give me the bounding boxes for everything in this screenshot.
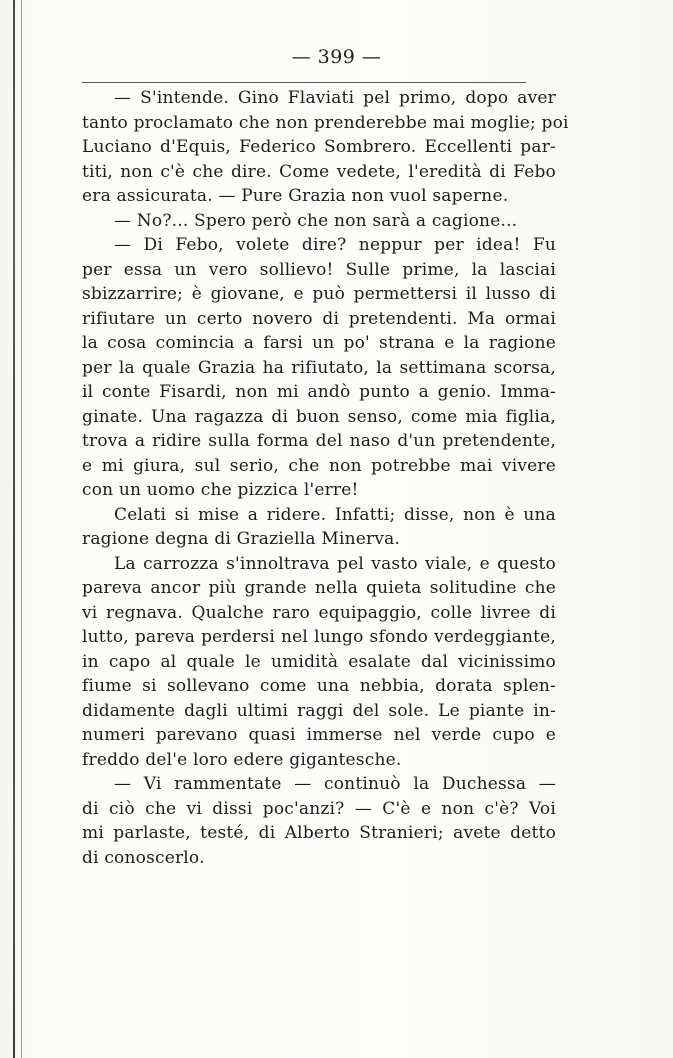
- text-line: ragione degna di Graziella Minerva.: [82, 529, 401, 549]
- page-binding-edge-shadow: [21, 0, 22, 1058]
- text-line: era assicurata. — Pure Grazia non vuol saperne.: [82, 186, 509, 206]
- text-line: sbizzarrire; è giovane, e può permettersi il lusso di: [82, 284, 556, 304]
- text-line: ginate. Una ragazza di buon senso, come mia figlia,: [82, 406, 556, 427]
- text-line: di conoscerlo.: [82, 847, 205, 868]
- page-number: — 399 —: [291, 46, 382, 68]
- text-line: pareva ancor più grande nella quieta solitudine che: [82, 578, 556, 598]
- text-line: trova a ridire sulla forma del naso d'un pretendente,: [82, 431, 556, 451]
- text-line: per la quale Grazia ha rifiutato, la settimana scorsa,: [82, 357, 556, 378]
- text-line: freddo del'e loro edere gigantesche.: [82, 749, 402, 770]
- text-line: La carrozza s'innoltrava pel vasto viale, e questo: [114, 553, 556, 574]
- text-line: vi regnava. Qualche raro equipaggio, colle livree di: [82, 602, 556, 623]
- text-line: con un uomo che pizzica l'erre!: [82, 480, 359, 500]
- text-line: rifiutare un certo novero di pretendenti. Ma ormai: [82, 308, 556, 329]
- text-line: — Di Febo, volete dire? neppur per idea! Fu: [114, 235, 556, 255]
- page-body-text: [82, 86, 569, 870]
- text-line: tanto proclamato che non prenderebbe mai moglie; poi: [82, 112, 569, 133]
- text-line: didamente dagli ultimi raggi del sole. Le piante in-: [82, 700, 556, 721]
- text-line: il conte Fisardi, non mi andò punto a genio. Imma-: [82, 382, 556, 402]
- text-line: e mi giura, sul serio, che non potrebbe mai vivere: [82, 455, 556, 476]
- text-line: fiume si sollevano come una nebbia, dorata splen-: [82, 676, 556, 696]
- text-line: di ciò che vi dissi poc'anzi? — C'è e non c'è? Voi: [82, 798, 556, 819]
- text-line: titi, non c'è che dire. Come vedete, l'eredità di Febo: [82, 161, 556, 182]
- text-line: — Vi rammentate — continuò la Duchessa —: [114, 774, 556, 794]
- text-line: Luciano d'Equis, Federico Sombrero. Eccellenti par-: [82, 137, 556, 157]
- text-line: per essa un vero sollievo! Sulle prime, la lasciai: [82, 259, 556, 280]
- text-line: lutto, pareva perdersi nel lungo sfondo verdeggiante,: [82, 627, 556, 647]
- text-line: numeri parevano quasi immerse nel verde cupo e: [82, 725, 556, 745]
- header-rule: [82, 82, 526, 83]
- text-line: mi parlaste, testé, di Alberto Stranieri; avete detto: [82, 823, 556, 843]
- text-line: la cosa comincia a farsi un po' strana e la ragione: [82, 333, 556, 353]
- text-line: — No?... Spero però che non sarà a cagione...: [114, 210, 518, 231]
- text-line: Celati si mise a ridere. Infatti; disse, non è una: [114, 504, 556, 525]
- text-line: in capo al quale le umidità esalate dal vicinissimo: [82, 651, 556, 672]
- text-line: — S'intende. Gino Flaviati pel primo, dopo aver: [114, 88, 556, 108]
- page-binding-edge: [13, 0, 15, 1058]
